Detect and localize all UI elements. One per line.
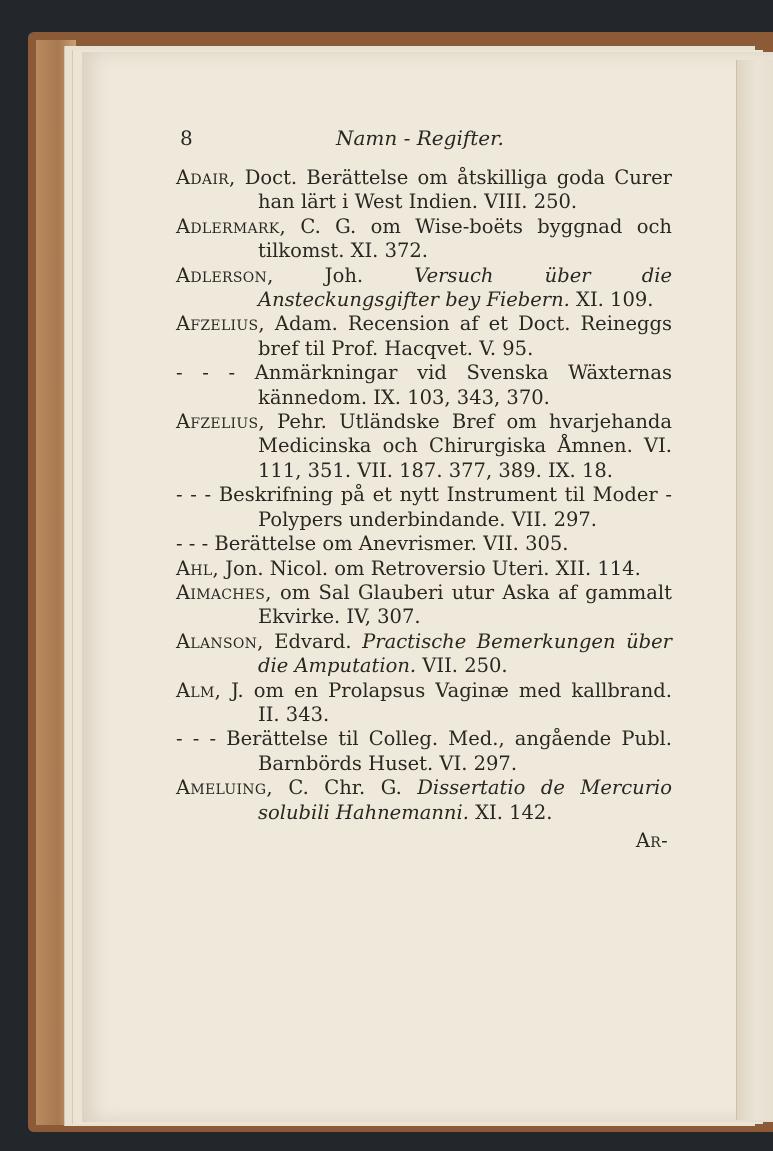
entry-name: Afzelius,	[176, 410, 265, 434]
entry-name: Aimaches,	[176, 580, 272, 604]
page-number: 8	[180, 126, 193, 150]
catchword: Ar-	[635, 828, 668, 852]
register-entry	[176, 410, 672, 483]
entry-ref: XI. 109.	[569, 288, 654, 312]
register-entry	[176, 166, 672, 215]
register-entry	[176, 727, 672, 776]
running-title: Namn - Regifter.	[336, 126, 504, 150]
register-entry	[176, 361, 672, 410]
register-entry	[176, 776, 672, 825]
entry-name: - - -	[176, 532, 209, 556]
entry-title: Dissertatio de Mercurio solubili Hahnemanni.	[258, 776, 672, 824]
entry-text: Doct. Berättelse om åtskilliga goda Curer han lärt i West Indien. VIII. 250.	[235, 166, 672, 214]
entry-text: Jon. Nicol. om Retroversio Uteri. XII. 114.	[219, 556, 641, 580]
entry-ref: XI. 142.	[468, 800, 553, 824]
entry-name: Afzelius,	[176, 312, 265, 336]
entry-text: Pehr. Utländske Bref om hvarjehanda Medicinska och Chirurgiska Åmnen. VI. 111, 351. VII. 187. 377, 389. IX. 18.	[258, 410, 672, 482]
entry-text: J. om en Prolapsus Vaginæ med kallbrand. II. 343.	[221, 678, 672, 726]
entry-name: Ahl,	[176, 556, 219, 580]
entry-name: Ameluing,	[176, 776, 273, 800]
register-entry	[176, 483, 672, 532]
entry-name: - - -	[176, 361, 236, 385]
entry-text: C. Chr. G.	[272, 776, 418, 800]
entry-text: om Sal Glauberi utur Aska af gammalt Ekvirke. IV, 307.	[258, 580, 672, 629]
entry-text: Beskrifning på et nytt Instrument til Moder - Polypers underbindande. VII. 297.	[211, 483, 672, 531]
entry-text: Adam. Recension af et Doct. Reineggs bref til Prof. Hacqvet. V. 95.	[258, 312, 672, 360]
register-entry	[176, 532, 672, 556]
entry-text: Edvard.	[263, 629, 363, 653]
register-entry	[176, 312, 672, 361]
register-entry	[176, 679, 672, 728]
entry-name: - - -	[176, 727, 217, 751]
entry-name: Alm,	[176, 678, 222, 702]
entry-name: Adair,	[176, 166, 236, 189]
register-entry	[176, 557, 672, 581]
entry-text: Joh.	[273, 263, 415, 287]
register-entry	[176, 581, 672, 630]
page-header	[176, 126, 672, 166]
entry-title: Versuch über die Ansteckungsgifter bey Fiebern.	[258, 263, 673, 312]
register-entry	[176, 630, 672, 679]
register-entry	[176, 264, 672, 313]
entry-title: Practische Bemerkungen über die Amputation.	[258, 629, 672, 678]
entry-name: Adlerson,	[176, 263, 274, 287]
entry-name: Adlermark,	[176, 214, 287, 238]
page-fold	[736, 60, 773, 1120]
entry-text: Berättelse om Anevrismer. VII. 305.	[208, 532, 569, 556]
entry-name: - - -	[176, 483, 212, 507]
entry-text: Anmärkningar vid Svenska Wäxternas kännedom. IX. 103, 343, 370.	[235, 361, 672, 409]
page-text	[176, 126, 672, 853]
entry-text: C. G. om Wise-boëts byggnad och tilkomst. XI. 372.	[258, 214, 672, 263]
entry-name: Alanson,	[176, 629, 264, 653]
register-entry	[176, 215, 672, 264]
entry-ref: VII. 250.	[416, 654, 508, 678]
entry-text: Berättelse til Colleg. Med., angående Publ. Barnbörds Huset. VI. 297.	[216, 727, 672, 775]
